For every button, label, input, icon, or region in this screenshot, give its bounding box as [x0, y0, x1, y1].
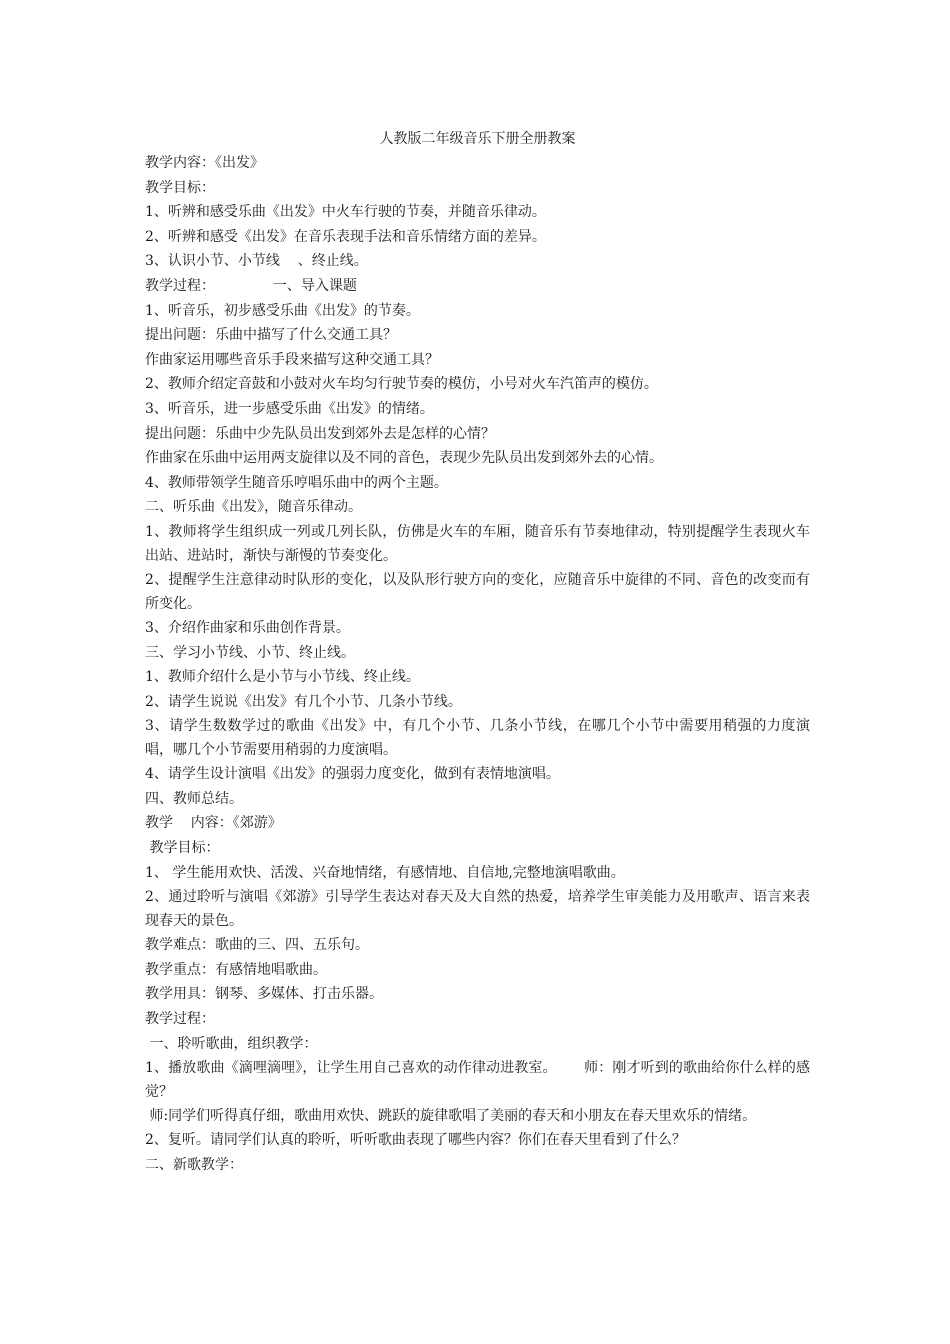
text-line: 教学重点：有感情地唱歌曲。 [145, 961, 327, 978]
text-line: 四、教师总结。 [145, 790, 243, 807]
document-body [145, 127, 810, 1177]
text-paragraph: 2、通过聆听与演唱《郊游》引导学生表达对春天及大自然的热爱，培养学生审美能力及用歌声、语言来表现春天的景色。 [145, 889, 810, 930]
text-line: 教学内容：《出发》 [145, 155, 264, 171]
text-line: 作曲家运用哪些音乐手段来描写这种交通工具？ [145, 351, 439, 368]
text-line: 三、学习小节线、小节、终止线。 [145, 644, 355, 661]
text-line: 3、介绍作曲家和乐曲创作背景。 [145, 619, 350, 636]
text-line: 教学过程： 一、导入课题 [145, 277, 357, 294]
text-line: 提出问题：乐曲中描写了什么交通工具？ [145, 327, 397, 344]
text-line: 2、复听。请同学们认真的聆听，听听歌曲表现了哪些内容？你们在春天里看到了什么？ [145, 1132, 686, 1149]
text-line: 教学用具：钢琴、多媒体、打击乐器。 [145, 986, 383, 1003]
text-line: 作曲家在乐曲中运用两支旋律以及不同的音色，表现少先队员出发到郊外去的心情。 [145, 450, 663, 467]
text-line: 二、听乐曲《出发》，随音乐律动。 [145, 499, 362, 516]
text-line: 2、听辨和感受《出发》在音乐表现手法和音乐情绪方面的差异。 [145, 228, 546, 245]
text-line: 1、听辨和感受乐曲《出发》中火车行驶的节奏，并随音乐律动。 [145, 204, 546, 221]
text-line: 提出问题：乐曲中少先队员出发到郊外去是怎样的心情？ [145, 425, 495, 442]
text-line: 3、听音乐，进一步感受乐曲《出发》的情绪。 [145, 400, 434, 417]
text-line: 3、认识小节、小节线 、终止线。 [145, 253, 368, 270]
text-line: 2、请学生说说《出发》有几个小节、几条小节线。 [145, 693, 462, 710]
text-paragraph: 2、提醒学生注意律动时队形的变化，以及队形行驶方向的变化，应随音乐中旋律的不同、音色的改变而有所变化。 [145, 571, 810, 612]
text-paragraph: 3、请学生数数学过的歌曲《出发》中，有几个小节、几条小节线，在哪几个小节中需要用稍强的力度演唱，哪几个小节需要用稍弱的力度演唱。 [145, 718, 810, 759]
text-line: 一、聆听歌曲，组织教学： [145, 1035, 318, 1052]
text-line: 教学 内容：《郊游》 [145, 815, 282, 832]
text-line: 4、教师带领学生随音乐哼唱乐曲中的两个主题。 [145, 474, 448, 491]
text-line: 教学目标： [145, 840, 220, 857]
text-line: 1、教师介绍什么是小节与小节线、终止线。 [145, 669, 420, 686]
document-title: 人教版二年级音乐下册全册教案 [379, 131, 576, 147]
text-paragraph: 师:同学们听得真仔细，歌曲用欢快、跳跃的旋律歌唱了美丽的春天和小朋友在春天里欢乐的情绪。 [145, 1108, 757, 1125]
text-line: 4、请学生设计演唱《出发》的强弱力度变化，做到有表情地演唱。 [145, 766, 560, 783]
text-line: 教学目标： [145, 179, 215, 196]
text-line: 2、教师介绍定音鼓和小鼓对火车均匀行驶节奏的模仿，小号对火车汽笛声的模仿。 [145, 376, 658, 393]
text-paragraph: 1、播放歌曲《滴哩滴哩》，让学生用自己喜欢的动作律动进教室。 师：刚才听到的歌曲给你什么样的感觉？ [145, 1060, 810, 1101]
text-line: 1、听音乐，初步感受乐曲《出发》的节奏。 [145, 302, 420, 319]
text-line: 教学过程： [145, 1011, 215, 1028]
text-line: 二、新歌教学： [145, 1156, 243, 1173]
text-line: 1、 学生能用欢快、活泼、兴奋地情绪，有感情地、自信地,完整地演唱歌曲。 [145, 864, 625, 881]
text-paragraph: 1、教师将学生组织成一列或几列长队，仿佛是火车的车厢，随音乐有节奏地律动，特别提醒学生表现火车出站、进站时，渐快与渐慢的节奏变化。 [145, 523, 810, 564]
text-line: 教学难点：歌曲的三、四、五乐句。 [145, 937, 369, 954]
